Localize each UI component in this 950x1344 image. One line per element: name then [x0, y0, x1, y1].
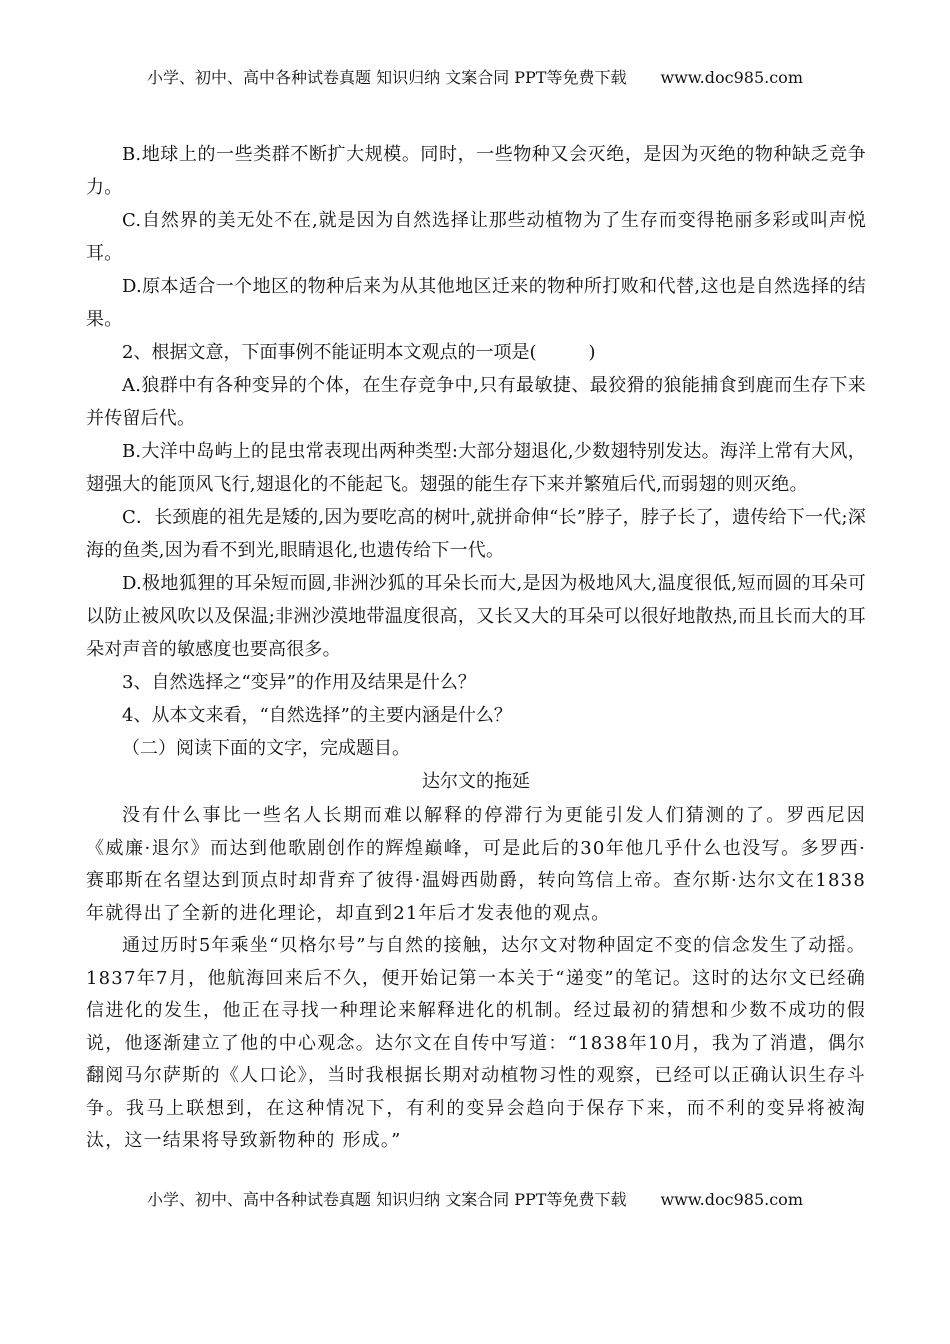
article-body: [86, 800, 866, 1158]
header-text: 小学、初中、高中各种试卷真题 知识归纳 文案合同 PPT等免费下载: [147, 68, 627, 87]
q2-option-b: B.大洋中岛屿上的昆虫常表现出两种类型:大部分翅退化,少数翅特别发达。海洋上常有大风，翅强大的能顶风飞行,翅退化的不能起飞。翅强的能生存下来并繁殖后代,而弱翅的则灭绝。: [86, 441, 866, 495]
q1-option-c: C.自然界的美无处不在,就是因为自然选择让那些动植物为了生存而变得艳丽多彩或叫声悦耳。: [86, 210, 866, 264]
article-paragraph-1: 没有什么事比一些名人长期而难以解释的停滞行为更能引发人们猜测的了。罗西尼因《威廉·退尔》而达到他歌剧创作的辉煌巅峰，可是此后的30年他几乎什么也没写。多罗西·赛耶斯在名望达到顶点时却背弃了彼得·温姆西勋爵，转向笃信上帝。查尔斯·达尔文在1838年就得出了全新的进化理论，却直到21年后才发表他的观点。: [86, 805, 866, 924]
section-2-heading: （二）阅读下面的文字，完成题目。: [122, 738, 410, 759]
article-paragraph-2: 通过历时5年乘坐“贝格尔号”与自然的接触，达尔文对物种固定不变的信念发生了动摇。1837年7月，他航海回来后不久，便开始记第一本关于“递变”的笔记。这时的达尔文已经确信进化的发生，他正在寻找一种理论来解释进化的机制。经过最初的猜想和少数不成功的假说，他逐渐建立了他的中心观念。达尔文在自传中写道：“1838年10月，我为了消遣，偶尔翻阅马尔萨斯的《人口论》，当时我根据长期对动植物习性的观察，已经可以正确认识生存斗争。我马上联想到，在这种情况下，有利的变异会趋向于保存下来，而不利的变异将被淘汰，这一结果将导致新物种的 形成。”: [86, 935, 866, 1151]
q1-option-d: D.原本适合一个地区的物种后来为从其他地区迁来的物种所打败和代替,这也是自然选择的结果。: [86, 276, 866, 330]
q2-option-a: A.狼群中有各种变异的个体，在生存竞争中,只有最敏捷、最狡猾的狼能捕食到鹿而生存下来并传留后代。: [86, 375, 866, 429]
footer-site-link[interactable]: www.doc985.com: [660, 1190, 803, 1209]
footer-text: 小学、初中、高中各种试卷真题 知识归纳 文案合同 PPT等免费下载: [147, 1190, 627, 1209]
question-3: 3、自然选择之“变异”的作用及结果是什么？: [122, 672, 476, 693]
question-4: 4、从本文来看，“自然选择”的主要内涵是什么？: [122, 705, 512, 726]
header-site-link[interactable]: www.doc985.com: [660, 68, 803, 87]
question-2-stem: 2、根据文意，下面事例不能证明本文观点的一项是(: [122, 342, 537, 363]
question-2: [86, 336, 866, 369]
q2-option-d: D.极地狐狸的耳朵短而圆,非洲沙狐的耳朵长而大,是因为极地风大,温度很低,短而圆的耳朵可以防止被风吹以及保温;非洲沙漠地带温度很高，又长又大的耳朵可以很好地散热,而且长而大的耳朵对声音的敏感度也要高很多。: [86, 573, 866, 660]
document-body: [86, 138, 866, 1158]
q1-option-b: B.地球上的一些类群不断扩大规模。同时，一些物种又会灭绝，是因为灭绝的物种缺乏竞争力。: [86, 144, 866, 198]
page-header: [0, 66, 950, 90]
q2-option-c: C．长颈鹿的祖先是矮的,因为要吃高的树叶,就拼命伸“长”脖子，脖子长了，遗传给下一代;深海的鱼类,因为看不到光,眼睛退化,也遗传给下一代。: [86, 507, 866, 561]
page-footer: [0, 1188, 950, 1212]
article-title: 达尔文的拖延: [422, 771, 530, 792]
question-2-close: ): [588, 342, 596, 363]
